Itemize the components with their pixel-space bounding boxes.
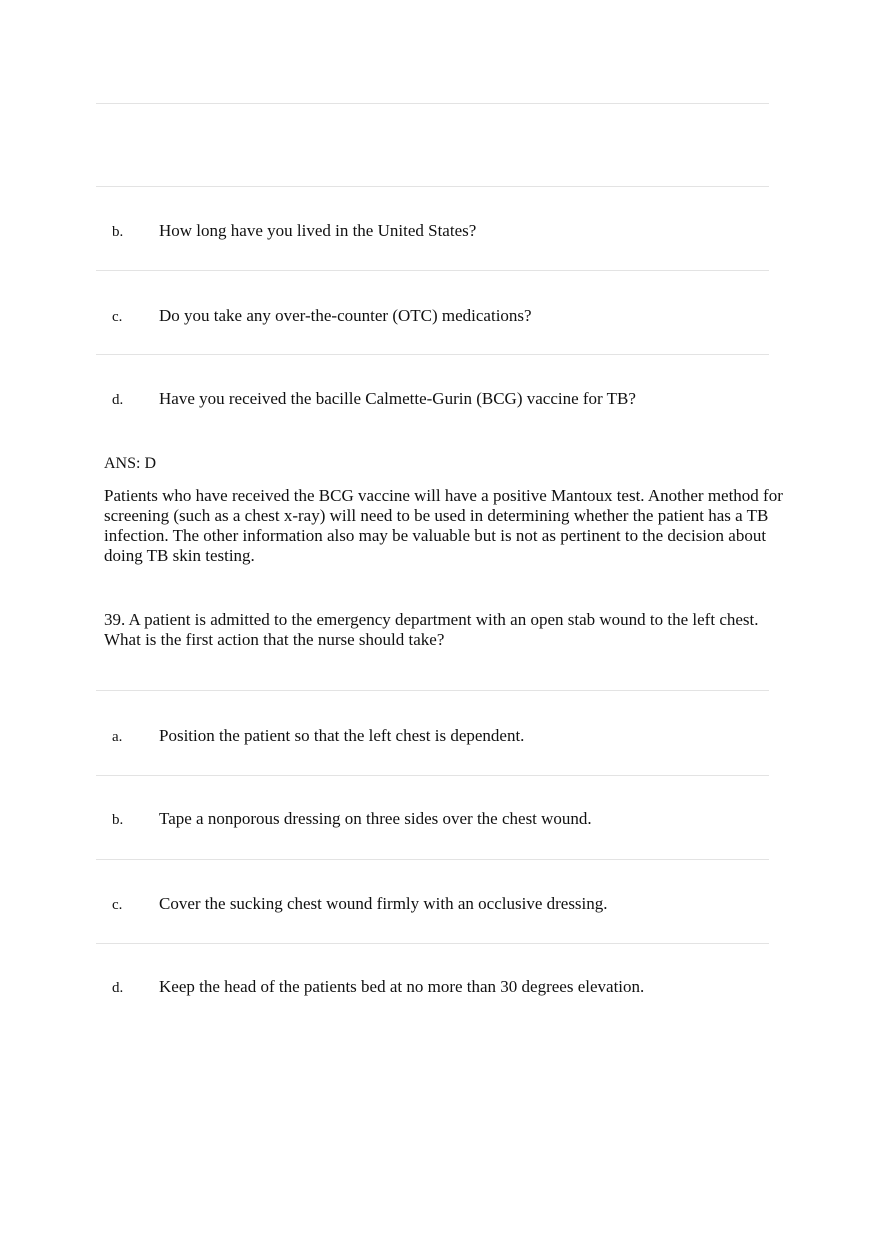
option-letter: a. [112,729,123,745]
option-letter: c. [112,309,123,325]
divider [96,270,769,271]
option-text: Tape a nonporous dressing on three sides over the chest wound. [159,809,592,828]
divider [96,690,769,691]
rationale: Patients who have received the BCG vaccine will have a positive Mantoux test. Another method for screening (such as a chest x-ray) will need to be used in determining whether the patient has a TB infection. The other information also may be valuable but is not as pertinent to the decision about doing TB skin testing. [104,486,783,565]
answer-key: ANS: D [104,455,157,472]
option-letter: d. [112,980,124,996]
option-text: Position the patient so that the left chest is dependent. [159,726,525,745]
option-text: Cover the sucking chest wound firmly with an occlusive dressing. [159,894,608,913]
option-letter: b. [112,812,124,828]
option-letter: d. [112,392,124,408]
divider [96,943,769,944]
divider [96,186,769,187]
question-stem: 39. A patient is admitted to the emergency department with an open stab wound to the left chest. What is the first action that the nurse should take? [104,610,759,649]
divider [96,775,769,776]
option-text: How long have you lived in the United States? [159,221,477,240]
option-text: Have you received the bacille Calmette-Gurin (BCG) vaccine for TB? [159,389,636,408]
divider [96,859,769,860]
option-text: Keep the head of the patients bed at no more than 30 degrees elevation. [159,977,645,996]
option-letter: c. [112,897,123,913]
option-text: Do you take any over-the-counter (OTC) medications? [159,306,532,325]
option-letter: b. [112,224,124,240]
divider [96,354,769,355]
divider [96,103,769,104]
